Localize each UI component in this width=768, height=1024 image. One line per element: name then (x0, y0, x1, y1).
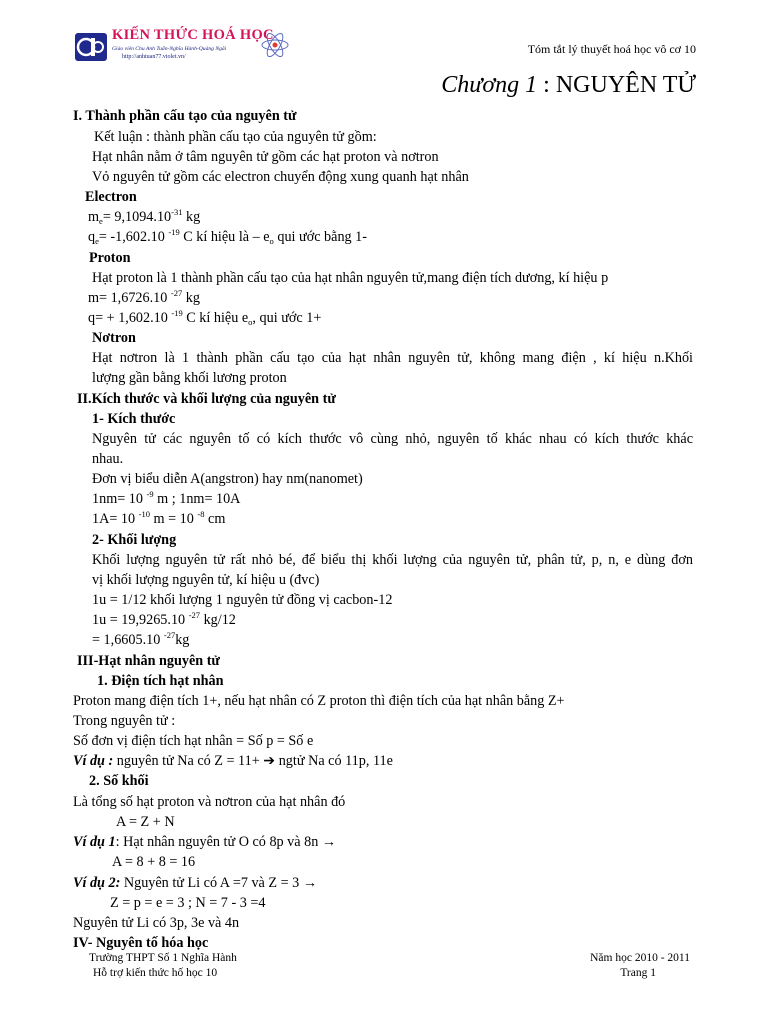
subheading-electron: Electron (85, 189, 137, 205)
logo-title: KIẾN THỨC HOÁ HỌC (112, 27, 274, 43)
formula-line: Z = p = e = 3 ; N = 7 - 3 =4 (110, 895, 266, 911)
footer-page-number: Trang 1 (620, 967, 656, 979)
arrow-right-icon: → (302, 875, 317, 891)
text-line: Hạt proton là 1 thành phần cấu tạo của hạt nhân nguyên tử,mang điện tích dương, kí hiệu p (92, 270, 609, 286)
text-line: Nguyên tử các nguyên tố có kích thước vô cùng nhỏ, nguyên tố khác nhau có kích thước khác (92, 431, 693, 447)
proton-charge: q= + 1,602.10 $^{-19}$ C kí hiệu $e_o$, qui ước 1+ (88, 308, 322, 327)
text-line: Vỏ nguyên tử gồm các electron chuyển động xung quanh hạt nhân (92, 169, 469, 185)
electron-charge: $q_e= -1,602.10$ $^{-19}$ C kí hiệu là – $e_o$ qui ước bằng 1- (88, 227, 367, 246)
logo-subtitle: Giáo viên Chu Anh Tuấn-Nghĩa Hành-Quảng Ngãi (112, 46, 227, 52)
text-line: vị khối lượng nguyên tử, kí hiệu u (đvc) (92, 572, 320, 588)
footer-support: Hỗ trợ kiến thức hố học 10 (93, 967, 218, 979)
electron-mass: $m_e= 9,1094.10^{-31}$ kg (88, 207, 201, 226)
document-title: Tóm tắt lý thuyết hoá học vô cơ 10 (527, 42, 696, 56)
example-line: Ví dụ 2: Nguyên tử Li có A =7 và Z = 3 → (73, 875, 317, 891)
formula-line: 1nm= 10 $^{-9}$ m ; 1nm= 10A (92, 489, 241, 507)
footer-year: Năm học 2010 - 2011 (590, 952, 690, 964)
logo-emblem-icon (74, 32, 108, 62)
chapter-title: NGUYÊN TỬ (555, 72, 696, 98)
section-heading-3: III-Hạt nhân nguyên tử (77, 653, 220, 669)
proton-mass: m= 1,6726.10 $^{-27}$ kg (88, 288, 200, 306)
subheading-neutron: Nơtron (92, 330, 136, 346)
section-heading-4: IV- Nguyên tố hóa học (73, 935, 209, 951)
subheading-charge: 1. Điện tích hạt nhân (97, 673, 224, 689)
text-line: Đơn vị biểu diễn A(angstron) hay nm(nanomet) (92, 471, 363, 487)
text-line: Là tổng số hạt proton và nơtron của hạt nhân đó (73, 794, 346, 810)
subheading-mass-number: 2. Số khối (89, 773, 149, 789)
text-line: nhau. (92, 451, 124, 467)
text-line: 1u = 1/12 khối lượng 1 nguyên tử đồng vị cacbon-12 (92, 592, 393, 608)
section-heading-2: II.Kích thước và khối lượng của nguyên tử (77, 391, 336, 407)
subheading-proton: Proton (89, 250, 131, 266)
chapter-label: Chương 1 (441, 72, 538, 98)
text-line: Nguyên tử Li có 3p, 3e và 4n (73, 915, 240, 931)
logo-url: http://anhtuan77.violet.vn/ (122, 54, 186, 60)
text-line: Hạt nhân nằm ở tâm nguyên tử gồm các hạt proton và nơtron (92, 149, 439, 165)
subheading-mass: 2- Khối lượng (92, 532, 177, 548)
footer-school: Trường THPT Số 1 Nghĩa Hành (89, 952, 237, 964)
subheading-size: 1- Kích thước (92, 411, 176, 427)
example-line: Ví dụ 1: Hạt nhân nguyên tử O có 8p và 8n → (73, 834, 337, 850)
arrow-right-icon: ➔ (263, 753, 276, 769)
formula-line: 1u = 19,9265.10 $^{-27}$ kg/12 (92, 610, 236, 628)
chapter-colon: : (537, 72, 556, 98)
example-line: Ví dụ : nguyên tử Na có Z = 11+ ➔ ngtử Na có 11p, 11e (73, 753, 393, 769)
text-line: Số đơn vị điện tích hạt nhân = Số p = Số e (73, 733, 314, 749)
text-line: Khối lượng nguyên tử rất nhỏ bé, để biểu thị khối lượng của nguyên tử, phân tử, p, n, e dùng đơn (92, 552, 693, 568)
formula-line: A = Z + N (116, 814, 175, 830)
text-line: Proton mang điện tích 1+, nếu hạt nhân có Z proton thì điện tích của hạt nhân bằng Z+ (73, 693, 565, 709)
formula-line: A = 8 + 8 = 16 (112, 854, 196, 870)
text-line: Kết luận : thành phần cấu tạo của nguyên tử gồm: (94, 129, 377, 145)
site-logo (74, 27, 290, 64)
formula-line: = 1,6605.10 $^{-27}$kg (92, 630, 190, 648)
text-line: Trong nguyên tử : (73, 713, 176, 729)
text-line: lượng gần bằng khối lương proton (92, 370, 287, 386)
atom-icon (260, 30, 290, 60)
arrow-right-icon: → (321, 834, 337, 850)
text-line: Hạt nơtron là 1 thành phần cấu tạo của hạt nhân nguyên tử, không mang điện , kí hiệu n.Khối (92, 350, 693, 366)
chapter-heading (441, 72, 696, 99)
section-heading-1: I. Thành phần cấu tạo của nguyên tử (73, 108, 297, 124)
formula-line: 1A= 10 $^{-10}$ m = 10 $^{-8}$ cm (92, 509, 226, 527)
